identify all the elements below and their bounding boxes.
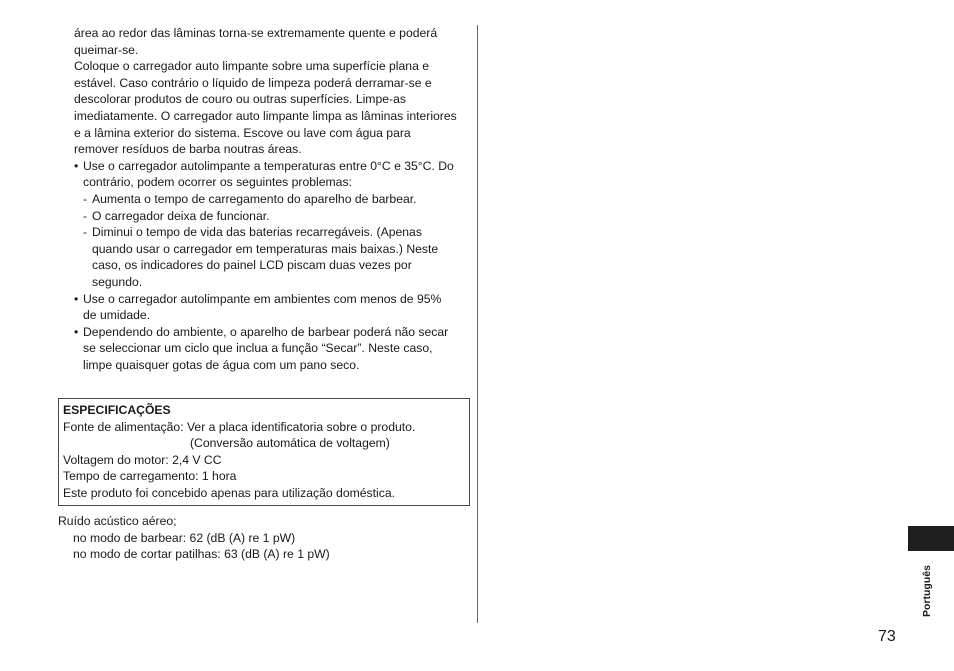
bullet-line: • Use o carregador autolimpante a temperaturas entre 0°C e 35°C. Do: [83, 158, 454, 173]
bullet-line: se seleccionar um ciclo que inclua a função “Secar”. Neste caso,: [83, 341, 433, 356]
dash-line: - Diminui o tempo de vida das baterias recarregáveis. (Apenas: [92, 225, 422, 240]
language-tab-marker: [908, 526, 954, 551]
bullet-line: • Dependendo do ambiente, o aparelho de barbear poderá não secar: [83, 324, 449, 339]
bullet-line: • Use o carregador autolimpante em ambientes com menos de 95%: [83, 291, 442, 306]
noise-trimming-mode: no modo de cortar patilhas: 63 (dB (A) re 1 pW): [73, 547, 330, 562]
bullet-drying: [74, 324, 470, 374]
specifications-title: ESPECIFICAÇÕES: [63, 403, 171, 417]
power-source-line: Fonte de alimentação: Ver a placa identificatoria sobre o produto.: [63, 419, 416, 434]
paragraph-line: Coloque o carregador auto limpante sobre uma superfície plana e: [74, 59, 430, 74]
paragraph-line: e a lâmina exterior do sistema. Escove ou lave com água para: [74, 125, 411, 140]
dash-line: quando usar o carregador em temperaturas mais baixas.) Neste: [92, 241, 439, 256]
acoustic-noise-title: Ruído acústico aéreo;: [58, 514, 177, 528]
paragraph-line: descolorar produtos de couro ou outras superfícies. Limpe-as: [74, 92, 406, 107]
column-divider: [477, 25, 478, 623]
motor-voltage-line: Voltagem do motor: 2,4 V CC: [63, 452, 222, 467]
dash-item-stops-working: - O carregador deixa de funcionar.: [74, 208, 470, 225]
bullet-humidity: [74, 291, 470, 324]
paragraph-line: remover resíduos de barba noutras áreas.: [74, 142, 302, 157]
paragraph-line: queimar-se.: [74, 42, 139, 57]
bullet-temperature: [74, 158, 470, 191]
acoustic-noise-section: [58, 513, 458, 563]
charging-time-line: Tempo de carregamento: 1 hora: [63, 469, 237, 484]
dash-line: segundo.: [92, 274, 143, 289]
language-label: Português: [921, 565, 933, 617]
page-number: 73: [878, 628, 896, 645]
domestic-use-line: Este produto foi concebido apenas para utilização doméstica.: [63, 485, 395, 500]
specifications-box: [58, 398, 470, 506]
noise-shaving-mode: no modo de barbear: 62 (dB (A) re 1 pW): [73, 530, 296, 545]
paragraph-line: área ao redor das lâminas torna-se extremamente quente e poderá: [74, 26, 438, 40]
dash-item-charging-time: - Aumenta o tempo de carregamento do aparelho de barbear.: [74, 191, 470, 208]
body-text-column: [74, 25, 470, 373]
paragraph-line: imediatamente. O carregador auto limpante limpa as lâminas interiores: [74, 108, 457, 123]
voltage-conversion-line: (Conversão automática de voltagem): [190, 436, 390, 451]
bullet-line: limpe quaisquer gotas de água com um pano seco.: [83, 357, 360, 372]
bullet-line: contrário, podem ocorrer os seguintes problemas:: [83, 175, 352, 190]
paragraph-line: estável. Caso contrário o líquido de limpeza poderá derramar-se e: [74, 75, 432, 90]
dash-item-battery-life: [74, 224, 470, 290]
dash-line: caso, os indicadores do painel LCD piscam duas vezes por: [92, 258, 412, 273]
bullet-line: de umidade.: [83, 308, 151, 323]
